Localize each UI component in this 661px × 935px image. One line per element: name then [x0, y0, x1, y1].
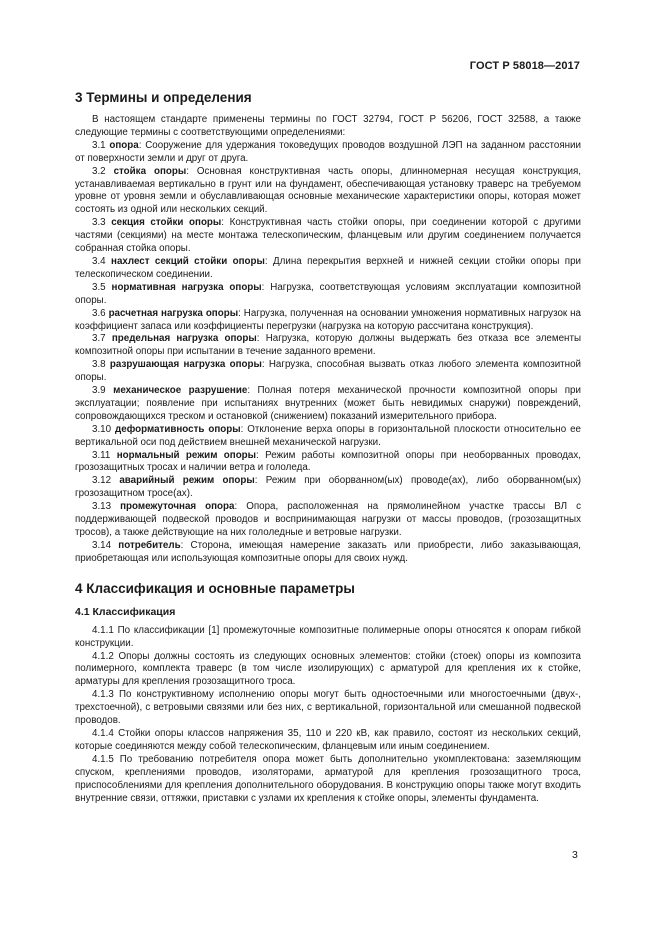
term-text: : Режим работы композитной опоры при необорванных проводах, грозозащитных тросах и наличии ветра и гололеда.	[75, 449, 582, 474]
term-name: предельная нагрузка опоры	[111, 333, 257, 345]
classification-paragraph: 4.1.2 Опоры должны состоять из следующих основных элементов: стойки (стоек) опоры из композита полимерного, комплекта траверс (в том числе изолирующих) с арматурой для крепления их к стойке, арматуры для крепления грозозащитного троса.	[75, 650, 581, 688]
classification-paragraph: 4.1.1 По классификации [1] промежуточные композитные полимерные опоры относятся к опорам гибкой конструкции.	[75, 624, 581, 649]
term-text: : Режим при оборванном(ых) проводе(ах), либо оборванном(ых) грозозащитном тросе(ах).	[75, 475, 581, 500]
term-number: 3.2	[92, 165, 106, 177]
term-definition	[75, 540, 581, 566]
term-name: секция стойки опоры	[111, 217, 222, 229]
term-name: разрушающая нагрузка опоры	[109, 359, 262, 371]
term-definition	[75, 424, 581, 450]
classification-paragraph: 4.1.5 По требованию потребителя опора может быть дополнительно укомплектована: заземляющим спуском, креплениями проводов, изоляторами, арматурой для крепления грозозащитного троса, приспособлениями для крепления дополнительного оборудования. В конструкцию опоры также могут входить внутренние связи, оттяжки, приставки с узлами их крепления к стойке опоры, элементы фундамента.	[75, 753, 581, 804]
term-number: 3.13	[92, 501, 112, 513]
term-number: 3.10	[92, 423, 112, 435]
term-name: аварийный режим опоры	[119, 475, 255, 487]
term-text: : Длина перекрытия верхней и нижней секции стойки опоры при телескопическом соединении.	[75, 255, 581, 280]
term-number: 3.11	[92, 449, 111, 461]
classification-paragraph: 4.1.4 Стойки опоры классов напряжения 35, 110 и 220 кВ, как правило, состоят из нескольких секций, которые соединяются между собой телескопическим, фланцевым или иным соединением.	[75, 727, 581, 752]
page-content	[75, 90, 581, 805]
term-name: расчетная нагрузка опоры	[108, 307, 239, 319]
term-number: 3.9	[92, 385, 106, 397]
term-definition	[75, 333, 581, 359]
section-3-title: 3 Термины и определения	[75, 90, 252, 105]
term-number: 3.7	[92, 333, 106, 345]
term-definition	[75, 385, 581, 424]
terms-list	[75, 140, 581, 566]
section-4-1-title: 4.1 Классификация	[75, 605, 176, 618]
term-text: : Нагрузка, полученная на основании умножения нормативных нагрузок на коэффициент запаса или коэффициенты перегрузки (нагрузка на которую рассчитана конструкция).	[75, 307, 581, 332]
term-number: 3.1	[92, 139, 106, 151]
term-text: : Нагрузка, способная вызвать отказ любого элемента композитной опоры.	[75, 359, 581, 384]
term-definition	[75, 166, 581, 218]
page-number: 3	[572, 849, 578, 861]
term-definition	[75, 501, 581, 540]
term-definition	[75, 217, 581, 256]
term-text: : Основная конструктивная часть опоры, длинномерная несущая конструкция, устанавливаемая вертикально в грунт или на фундамент, обеспечивающая установку траверс на требуемом уровне от уровня земли и обуславливающая основные механические характеристики опоры, которая может состоять из одной или нескольких секций.	[75, 165, 581, 216]
term-number: 3.5	[92, 281, 106, 293]
term-text: : Нагрузка, соответствующая условиям эксплуатации композитной опоры.	[75, 281, 581, 306]
term-text: : Отклонение верха опоры в горизонтальной плоскости относительно ее вертикальной оси под действием внешней механической нагрузки.	[75, 423, 581, 448]
section-4-1-paragraphs	[75, 625, 581, 806]
term-number: 3.3	[92, 217, 106, 229]
term-definition	[75, 359, 581, 385]
term-name: промежуточная опора	[120, 501, 235, 513]
classification-paragraph: 4.1.3 По конструктивному исполнению опоры могут быть одностоечными или многостоечными (двух-, трехстоечной), с ветровыми связями или без них, с вертикальной, горизонтальной или смешанной подвеской проводов.	[75, 689, 581, 727]
term-text: : Полная потеря механической прочности композитной опоры при эксплуатации; появление при испытаниях внутренних (может быть невидимых снаружи) повреждений, сопровождающихся треском и остановкой (снижением) показаний измерительного прибора.	[75, 385, 581, 422]
term-definition	[75, 475, 581, 501]
section-3-intro: В настоящем стандарте применены термины по ГОСТ 32794, ГОСТ Р 56206, ГОСТ 32588, а также следующие термины с соответствующими определениями:	[75, 114, 581, 138]
term-text: : Нагрузка, которую должны выдержать без отказа все элементы композитной опоры при испытании в течение заданного времени.	[75, 333, 581, 358]
term-text: : Сторона, имеющая намерение заказать или приобрести, либо заказывающая, приобретающая или использующая композитные опоры для своих нужд.	[75, 539, 581, 564]
term-definition	[75, 450, 581, 476]
term-text: : Опора, расположенная на прямолинейном участке трассы ВЛ с поддерживающей подвеской проводов и воспринимающая нагрузки от массы проводов, (грозозащитных тросов), а также действующие на них гололедные и ветровые нагрузки.	[75, 501, 581, 538]
term-name: стойка опоры	[113, 165, 187, 177]
term-text: : Сооружение для удержания токоведущих проводов воздушной ЛЭП на заданном расстоянии от поверхности земли и друг от друга.	[75, 139, 582, 164]
term-definition	[75, 256, 581, 282]
term-definition	[75, 282, 581, 308]
section-4-title: 4 Классификация и основные параметры	[75, 580, 355, 596]
term-number: 3.6	[92, 307, 106, 319]
term-name: деформативность опоры	[115, 423, 241, 435]
term-name: нормативная нагрузка опоры	[111, 281, 262, 293]
term-name: нормальный режим опоры	[116, 449, 257, 461]
term-number: 3.4	[92, 255, 106, 267]
term-number: 3.12	[92, 475, 112, 487]
term-number: 3.14	[92, 539, 112, 551]
term-name: опора	[109, 139, 139, 151]
term-number: 3.8	[92, 359, 106, 371]
term-definition	[75, 140, 581, 166]
term-text: : Конструктивная часть стойки опоры, при соединении которой с другими частями (секциями) на месте монтажа телескопическим, фланцевым или другим соединением получается собранная стойка опоры.	[75, 217, 581, 255]
document-id-header: ГОСТ Р 58018—2017	[469, 60, 580, 72]
term-name: потребитель	[118, 539, 181, 551]
term-definition	[75, 308, 581, 334]
term-name: механическое разрушение	[113, 385, 248, 397]
term-name: нахлест секций стойки опоры	[111, 255, 265, 267]
